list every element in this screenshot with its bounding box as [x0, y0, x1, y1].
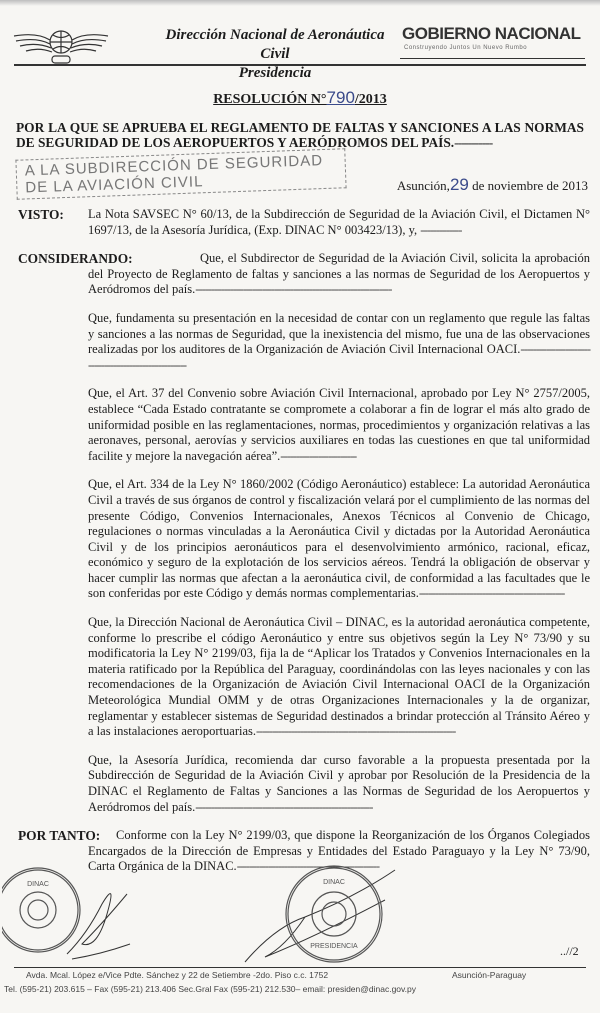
organization-header — [150, 26, 400, 83]
seal-inner-text: DINAC — [323, 879, 345, 886]
scan-edge — [0, 0, 600, 6]
considerando-paragraph-4: Que, el Art. 334 de la Ley N° 1860/2002 (Código Aeronáutico) establece: La autoridad Aeronáutica Civil a través de sus órganos de control y fiscalización velará por el cumplimiento de las normas del presente Código, Convenios Internacionales, Anexos Técnicos al Convenio de Chicago, regulaciones o normas vinculadas a la Aeronáutica Civil y dictadas por la Autoridad Aeronáutica Civil y de los principios aeronáuticos para el desenvolvimiento armónico, racional, eficaz, económico y seguro de la explotación de los servicios aéreos. Tendrá la obligación de observar y hacer cumplir las normas que afectan a la aeronáutica civil, de conformidad a las facultades que le son conferidas por este Código y demás normas complementarias.---------------------------------------------- — [88, 477, 590, 601]
header-divider — [14, 64, 586, 66]
heading-text: POR LA QUE SE APRUEBA EL REGLAMENTO DE FALTAS Y SANCIONES A LAS NORMAS DE SEGURIDAD DE LOS AEROPUERTOS Y AERÓDROMOS DEL PAÍS. — [16, 120, 584, 150]
seal-bottom-text: PRESIDENCIA — [310, 943, 358, 950]
seal-inner-text: DINAC — [27, 881, 49, 888]
footer-city: Asunción-Paraguay — [452, 970, 527, 980]
considerando-paragraph-6: Que, la Asesoría Jurídica, recomienda dar curso favorable a la propuesta presentada por la Subdirección de Seguridad de la Aviación Civil y aprobar por Resolución de la Presidencia de la DINAC el Reglamento de Faltas y Sanciones a las Normas de Seguridad de los Aeropuertos y Aeródromos del país.-------------------------------------------------------- — [88, 752, 590, 814]
considerando-paragraph-3: Que, el Art. 37 del Convenio sobre Aviación Civil Internacional, aprobado por Ley N° 2757/2005, establece “Cada Estado contratante se compromete a colaborar a fin de lograr el más alto grado de uniformidad posible en las reglamentaciones, normas, procedimientos y organización relativas a las aeronaves, personal, aerovías y servicios auxiliares en todas las cuestiones en que tal uniformidad facilite y mejore la navegación aérea”.------------------------ — [88, 386, 590, 463]
paragraph-text: Que, la Asesoría Jurídica, recomienda dar curso favorable a la propuesta presentada por la Subdirección de Seguridad de la Aviación Civil y aprobar por Resolución de la Presidencia de la DINAC el Reglamento de Faltas y Sanciones a las Normas de Seguridad de los Aeropuertos y Aeródromos del país. — [88, 752, 590, 814]
logo-underline — [400, 58, 585, 59]
resolution-prefix: RESOLUCIÓN N° — [213, 92, 327, 107]
paragraph-text: Que, el Subdirector de Seguridad de la Aviación Civil, solicita la aprobación del Proyecto de Reglamento de faltas y sanciones a las normas de Seguridad de los Aeropuertos y Aeródromos del país. — [88, 251, 590, 297]
paragraph-text: Que, la Dirección Nacional de Aeronáutica Civil – DINAC, es la autoridad aeronáutica competente, conforme lo prescribe el código Aeronáutico y entre sus objetivos según la Ley N° 73/90 y su modificatoria la Ley N° 2199/03, fija la de “Aplicar los Tratados y Convenios Internacionales en la materia ratificado por la República del Paraguay, coordinándolas con las leyes nacionales y con las recomendaciones de la Organización de Aviación Civil Internacional OACI de la Organización Meteorológica Mundial OMM y de otras Organizaciones Internacionales y la de organizar, reglamentar y establecer sistemas de Seguridad destinados a brindar protección al Tránsito Aéreo y a las instalaciones aeroportuarias. — [88, 615, 590, 739]
resolution-body — [18, 207, 590, 888]
por-tanto-section: POR TANTO: Conforme con la Ley N° 2199/03, que dispone la Reorganización de los Órganos Colegiados Encargados de la Dirección de Empresas y Entidades del Estado Paraguayo y la Ley N° 73/90, Carta Orgánica de la DINAC.--------------------------------------------- — [18, 828, 590, 874]
department-name: Presidencia — [238, 65, 312, 81]
date-line — [370, 175, 588, 195]
visto-label: VISTO: — [18, 207, 64, 222]
footer-contact: Tel. (595-21) 203.615 – Fax (595-21) 213.406 Sec.Gral Fax (595-21) 212.530– email: presiden@dinac.gov.py — [4, 984, 416, 994]
date-rest: de noviembre de 2013 — [472, 178, 588, 193]
por-tanto-label: POR TANTO: — [18, 828, 101, 844]
paragraph-text: Que, fundamenta su presentación en la necesidad de contar con un reglamento que regule las faltas y sanciones a las normas de Seguridad, que la inexistencia del mismo, fue una de las observaciones realizadas por los auditores de la Organización de Aviación Civil Internacional OACI. — [88, 310, 590, 357]
footer-divider — [14, 967, 586, 968]
paragraph-text: Que, el Art. 37 del Convenio sobre Aviación Civil Internacional, aprobado por Ley N° 2757/2005, establece “Cada Estado contratante se compromete a colaborar a fin de lograr el más alto grado de uniformidad posible en las reglamentaciones, normas, procedimientos y organización relativas a las aeronaves, personal, aerovías y servicios auxiliares en todas las cuestiones en que tal uniformidad facilite y mejore la navegación aérea”. — [88, 386, 590, 463]
dinac-winged-logo — [12, 22, 110, 68]
date-day: 29 — [449, 175, 469, 194]
por-tanto-text: Conforme con la Ley N° 2199/03, que dispone la Reorganización de los Órganos Colegiados Encargados de la Dirección de Empresas y Entidades del Estado Paraguayo y la Ley N° 73/90, Carta Orgánica de la DINAC. — [88, 828, 590, 874]
visto-section: VISTO: La Nota SAVSEC N° 60/13, de la Subdirección de Seguridad de la Aviación Civil, el Dictamen N° 1697/13, de la Asesoría Jurídica, (Exp. DINAC N° 003423/13), y, ------------- — [18, 207, 590, 237]
resolution-heading: POR LA QUE SE APRUEBA EL REGLAMENTO DE FALTAS Y SANCIONES A LAS NORMAS DE SEGURIDAD DE LOS AEROPUERTOS Y AERÓDROMOS DEL PAÍS.----------- — [16, 120, 584, 150]
organization-name: Dirección Nacional de Aeronáutica Civil — [165, 27, 385, 62]
paragraph-text: Que, el Art. 334 de la Ley N° 1860/2002 (Código Aeronáutico) establece: La autoridad Aeronáutica Civil a través de sus órganos de control y fiscalización velará por el cumplimiento de las normas del presente Código, Convenios Internacionales, Anexos Técnicos al Convenio de Chicago, regulaciones o normas vinculadas a la Aeronáutica Civil y dictadas por la Autoridad Aeronáutica Civil y de los principios aeronáuticos para el desenvolvimiento armónico, racional, eficaz, económico y seguro de la explotación de los servicios aéreos. Tendrá la obligación de observar y hacer cumplir las normas que afectan a la aeronáutica civil, de conformidad a las facultades que le son conferidas por este Código y demás normas complementarias. — [88, 477, 590, 601]
date-city: Asunción, — [396, 178, 450, 193]
received-stamp: A LA SUBDIRECCIÓN DE SEGURIDAD DE LA AVIACIÓN CIVIL — [15, 148, 346, 199]
resolution-year: /2013 — [354, 92, 387, 107]
gobierno-nacional-tagline: Construyendo Juntos Un Nuevo Rumbo — [404, 45, 528, 51]
page-marker: ..//2 — [560, 944, 579, 958]
gobierno-nacional-logo: GOBIERNO NACIONAL — [402, 24, 581, 43]
resolution-number: 790 — [326, 88, 355, 107]
visto-text: La Nota SAVSEC N° 60/13, de la Subdirección de Seguridad de la Aviación Civil, el Dictamen N° 1697/13, de la Asesoría Jurídica, (Exp. DINAC N° 003423/13), y, — [88, 207, 590, 237]
presidencia-seal — [282, 862, 386, 966]
considerando-paragraph-1: CONSIDERANDO: Que, el Subdirector de Seguridad de la Aviación Civil, solicita la aprobación del Proyecto de Reglamento de faltas y sanciones a las normas de Seguridad de los Aeropuertos y Aeródromos del país.-------------------------------------------------------------- — [18, 251, 590, 297]
footer-address: Avda. Mcal. López e/Vice Pdte. Sánchez y 22 de Setiembre -2do. Piso c.c. 1752 — [26, 970, 329, 980]
signature-left — [62, 874, 132, 964]
resolution-title — [0, 88, 600, 108]
considerando-paragraph-2: Que, fundamenta su presentación en la necesidad de contar con un reglamento que regule las faltas y sanciones a las normas de Seguridad, que la inexistencia del mismo, fue una de las observaciones realizadas por los auditores de la Organización de Aviación Civil Internacional OACI.----------------------------------------------------- — [88, 310, 590, 372]
considerando-paragraph-5: Que, la Dirección Nacional de Aeronáutica Civil – DINAC, es la autoridad aeronáutica competente, conforme lo prescribe el código Aeronáutico y entre sus objetivos según la Ley N° 73/90 y su modificatoria la Ley N° 2199/03, fija la de “Aplicar los Tratados y Convenios Internacionales en la materia ratificado por la República del Paraguay, coordinándolas con las leyes nacionales y con las recomendaciones de la Organización de Aviación Civil Internacional OACI de la Organización Meteorológica Mundial OMM y de otras Organizaciones Internacionales y la de organizar, reglamentar y establecer sistemas de Seguridad destinados a brindar protección al Tránsito Aéreo y a las instalaciones aeroportuarias.--------------------------------------------------------------- — [88, 615, 590, 739]
considerando-label: CONSIDERANDO: — [18, 251, 133, 267]
